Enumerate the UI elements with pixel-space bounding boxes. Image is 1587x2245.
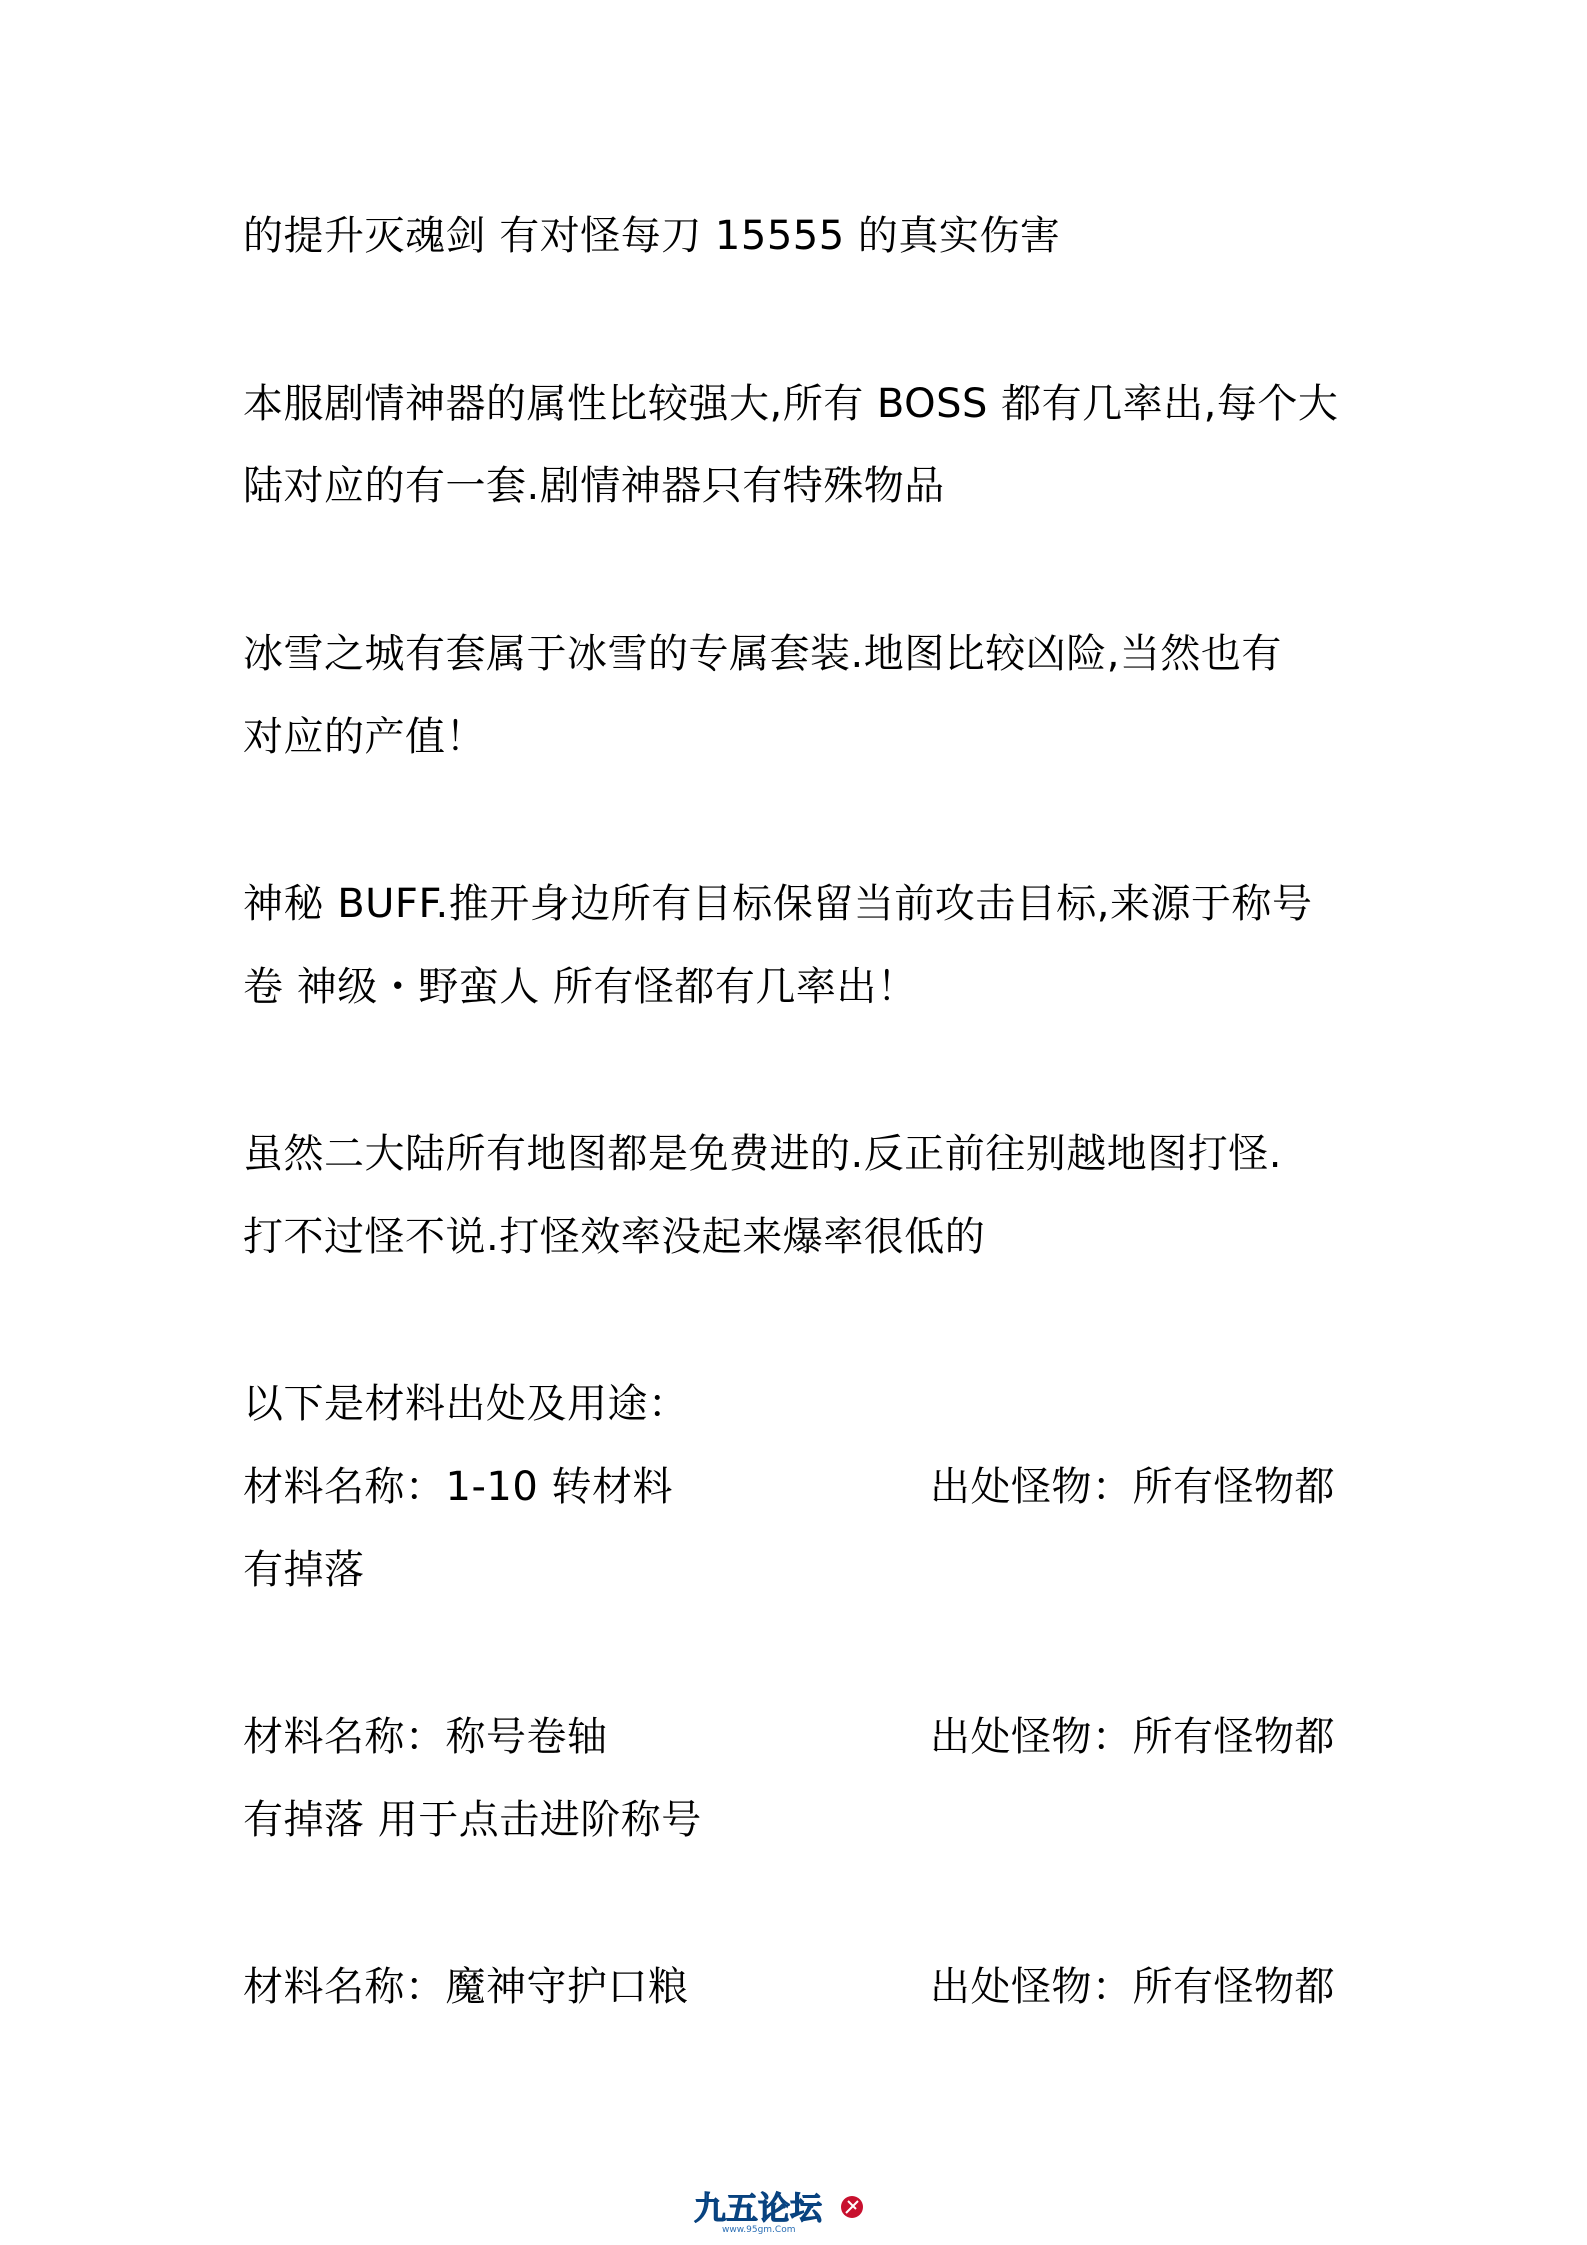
material-2-continuation: 有掉落 用于点击进阶称号 [243, 1797, 702, 1843]
paragraph-5-line-1: 虽然二大陆所有地图都是免费进的.反正前往别越地图打怪. [243, 1131, 1282, 1177]
material-2-source: 出处怪物：所有怪物都 [930, 1714, 1335, 1760]
paragraph-5-line-2: 打不过怪不说.打怪效率没起来爆率很低的 [243, 1214, 986, 1260]
material-2-name: 材料名称：称号卷轴 [243, 1714, 608, 1760]
material-3-name: 材料名称：魔神守护口粮 [243, 1964, 689, 2010]
material-3-source: 出处怪物：所有怪物都 [930, 1964, 1335, 2010]
paragraph-2-line-1: 本服剧情神器的属性比较强大,所有 BOSS 都有几率出,每个大 [243, 381, 1339, 427]
paragraph-1-line-1: 的提升灭魂剑 有对怪每刀 15555 的真实伤害 [243, 213, 1061, 259]
footer-logo-url: www.95gm.Com [722, 2225, 796, 2235]
material-1-source: 出处怪物：所有怪物都 [930, 1464, 1335, 1510]
paragraph-3-line-2: 对应的产值！ [243, 714, 486, 760]
paragraph-3-line-1: 冰雪之城有套属于冰雪的专属套装.地图比较凶险,当然也有 [243, 631, 1282, 677]
paragraph-2-line-2: 陆对应的有一套.剧情神器只有特殊物品 [243, 463, 945, 509]
paragraph-4-line-2: 卷 神级・野蛮人 所有怪都有几率出！ [243, 964, 918, 1010]
paragraph-4-line-1: 神秘 BUFF.推开身边所有目标保留当前攻击目标,来源于称号 [243, 881, 1313, 927]
footer-logo [692, 2185, 912, 2235]
material-1-name: 材料名称：1-10 转材料 [243, 1464, 673, 1510]
footer-logo-text: 九五论坛 [694, 2189, 823, 2227]
material-1-continuation: 有掉落 [243, 1547, 365, 1593]
sword-seal-icon [841, 2196, 863, 2218]
materials-intro: 以下是材料出处及用途： [243, 1381, 689, 1427]
